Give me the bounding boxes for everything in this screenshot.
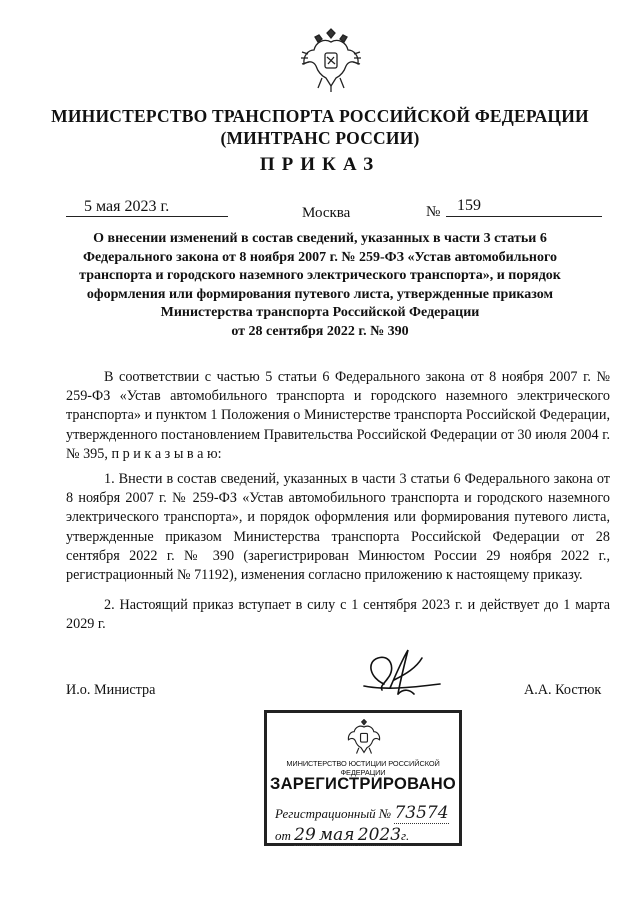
stamp-date-prefix: от: [275, 828, 291, 843]
stamp-date-year: 2023: [357, 825, 402, 845]
clause-2-paragraph: 2. Настоящий приказ вступает в силу с 1 сентября 2023 г. и действует до 1 марта 2029 г.: [66, 597, 610, 633]
date-underline: [66, 216, 228, 217]
registration-stamp: [264, 710, 462, 846]
subject-line: оформления или формирования путевого листа, утвержденные приказом: [86, 286, 554, 302]
subject-line: О внесении изменений в состав сведений, указанных в части 3 статьи 6: [93, 231, 547, 246]
stamp-date-day: 29: [294, 825, 316, 845]
stamp-date-row: [275, 825, 409, 846]
subject-line: от 28 сентября 2022 г. № 390: [231, 323, 409, 339]
stamp-registration-number-row: [275, 803, 449, 824]
stamp-ministry-name: МИНИСТЕРСТВО ЮСТИЦИИ РОССИЙСКОЙ ФЕДЕРАЦИИ: [286, 759, 440, 777]
ministry-short-name: (МИНТРАНС РОССИИ): [220, 128, 420, 148]
signatory-name: А.А. Костюк: [524, 682, 602, 698]
ministry-header: [40, 105, 600, 149]
signatory-title: И.о. Министра: [66, 682, 156, 698]
document-type-title: ПРИКАЗ: [259, 154, 381, 175]
clause-1-paragraph: 1. Внести в состав сведений, указанных в части 3 статьи 6 Федерального закона от 8 ноября 2007 г. № 259-ФЗ «Устав автомобильного транспорта и городского наземного электрического транспорта», и порядок оформления или формирования путевого листа, утвержденные приказом Министерства транспорта Российской Федерации от 28 сентября 2022 г. № 390 (зарегистрирован Минюстом России 29 ноября 2022 г., регистрационный № 71192), изменения согласно приложению к настоящему приказу.: [66, 471, 610, 584]
stamp-date-month: мая: [319, 825, 355, 845]
subject-line: Министерства транспорта Российской Федерации: [160, 305, 480, 321]
number-sign: №: [426, 204, 441, 220]
document-date: 5 мая 2023 г.: [84, 198, 170, 215]
stamp-reg-label: Регистрационный №: [275, 806, 392, 821]
stamp-reg-number: 73574: [394, 803, 449, 823]
stamp-coat-of-arms-icon: [345, 719, 383, 757]
subject-line: транспорта и городского наземного электрического транспорта», и порядок: [79, 268, 561, 284]
subject-line: Федерального закона от 8 ноября 2007 г. № 259-ФЗ «Устав автомобильного: [83, 249, 557, 265]
document-number: 159: [457, 197, 481, 214]
document-city: Москва: [302, 205, 351, 221]
order-subject: [58, 230, 582, 342]
ministry-name: МИНИСТЕРСТВО ТРАНСПОРТА РОССИЙСКОЙ ФЕДЕРАЦИИ: [51, 106, 589, 126]
stamp-registered-label: ЗАРЕГИСТРИРОВАНО: [269, 775, 457, 793]
number-underline: [446, 216, 602, 217]
stamp-date-suffix: г.: [401, 828, 410, 843]
preamble-paragraph: В соответствии с частью 5 статьи 6 Федерального закона от 8 ноября 2007 г. № 259-ФЗ «Устав автомобильного транспорта и городского наземного электрического транспорта» и пунктом 1 Положения о Министерстве транспорта Российской Федерации, утвержденного постановлением Правительства Российской Федерации от 30 июля 2004 г. № 395, п р и к а з ы в а ю:: [66, 369, 610, 462]
coat-of-arms-icon: [298, 28, 364, 94]
handwritten-signature-icon: [344, 644, 454, 704]
